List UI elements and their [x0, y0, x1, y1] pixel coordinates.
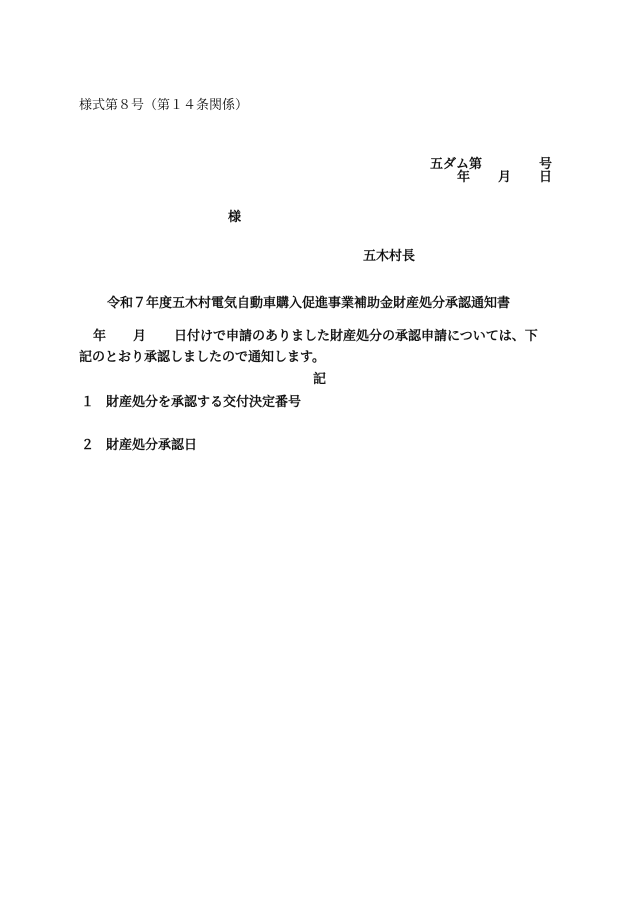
date-month: 月 — [498, 170, 512, 185]
item-number: １ — [81, 395, 95, 410]
item-number: ２ — [81, 438, 95, 453]
doc-number-prefix: 五ダム第 — [430, 157, 483, 172]
item-label: 財産処分承認日 — [106, 438, 198, 453]
body-year: 年 — [93, 329, 107, 344]
recipient-honorific: 様 — [228, 210, 242, 225]
body-month: 月 — [133, 329, 147, 344]
form-label: 様式第８号（第１４条関係） — [79, 98, 249, 113]
date-day: 日 — [539, 170, 553, 185]
body-line2-text: 記のとおり承認しましたので通知します。 — [79, 350, 325, 365]
item-label: 財産処分を承認する交付決定番号 — [106, 395, 302, 410]
document-title: 令和７年度五木村電気自動車購入促進事業補助金財産処分承認通知書 — [107, 296, 511, 311]
date-year: 年 — [457, 170, 471, 185]
body-line1-text: 日付けで申請のありました財産処分の承認申請については、下 — [174, 329, 538, 344]
sender-name: 五木村長 — [363, 249, 416, 264]
ki-heading: 記 — [313, 372, 327, 387]
doc-number-suffix: 号 — [539, 157, 553, 172]
